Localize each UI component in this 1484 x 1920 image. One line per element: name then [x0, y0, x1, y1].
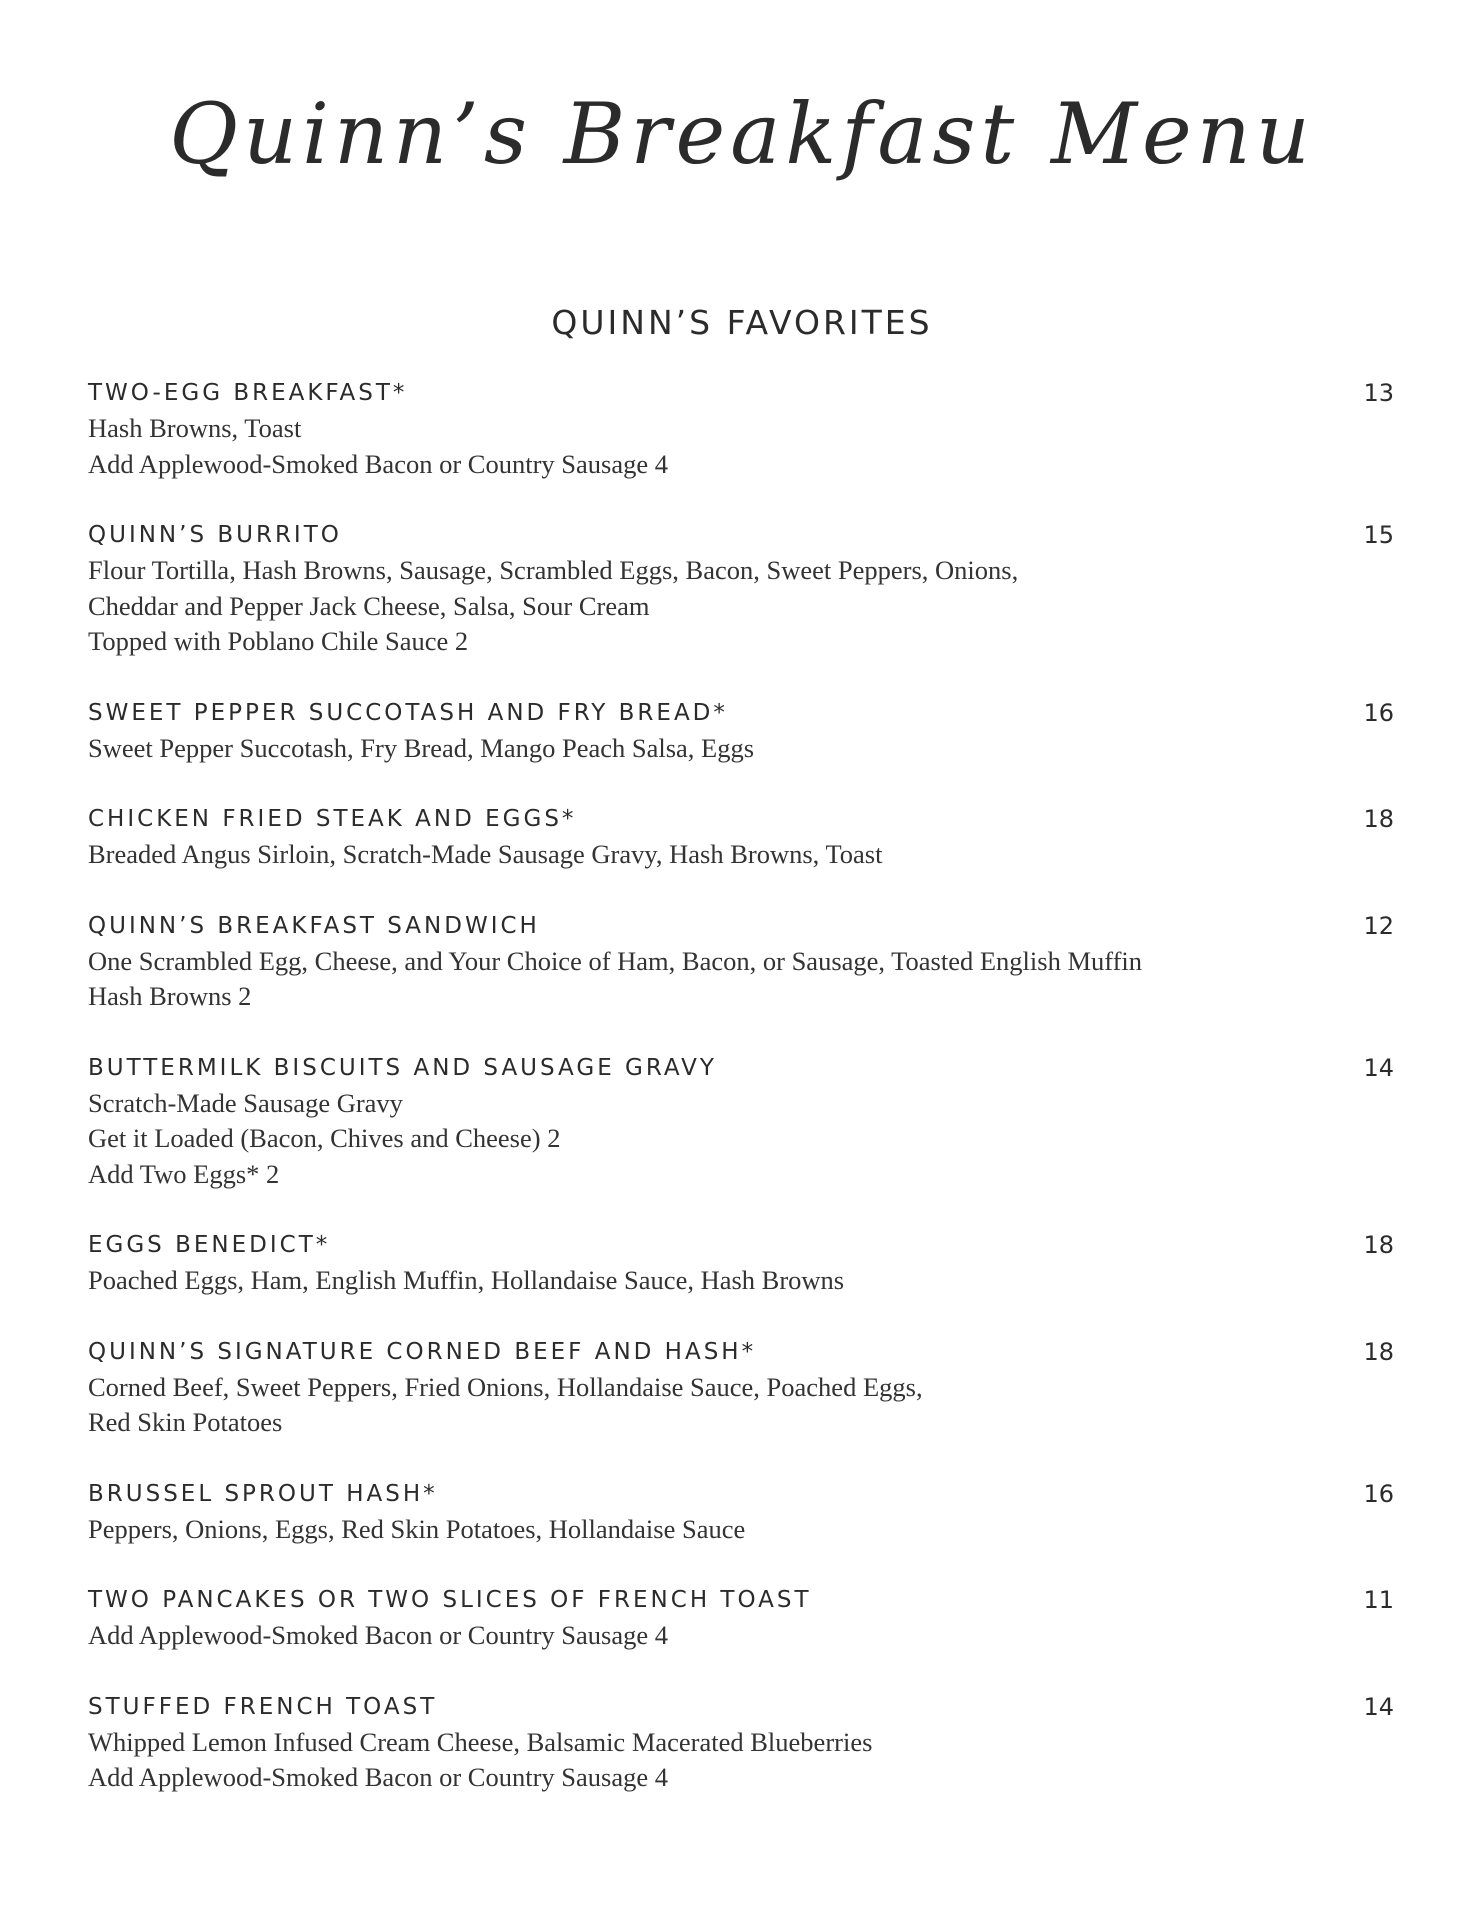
- menu-item-description: Red Skin Potatoes: [88, 1407, 283, 1437]
- menu-item-description: Get it Loaded (Bacon, Chives and Cheese) 2: [88, 1123, 561, 1153]
- menu-item: [88, 376, 1394, 482]
- menu-item-description: Corned Beef, Sweet Peppers, Fried Onions, Hollandaise Sauce, Poached Eggs,: [88, 1371, 923, 1402]
- menu-item-description: Sweet Pepper Succotash, Fry Bread, Mango Peach Salsa, Eggs: [88, 732, 755, 763]
- menu-item-description: Breaded Angus Sirloin, Scratch-Made Sausage Gravy, Hash Browns, Toast: [88, 839, 883, 869]
- menu-item-header: [88, 802, 1394, 837]
- menu-item-description: Whipped Lemon Infused Cream Cheese, Balsamic Macerated Blueberries: [88, 1726, 873, 1757]
- menu-item-header: [88, 696, 1394, 731]
- menu-item-name: QUINN’S SIGNATURE CORNED BEEF AND HASH*: [88, 1338, 757, 1365]
- menu-item-price: 12: [1363, 911, 1394, 940]
- menu-item-description: Hash Browns, Toast: [88, 413, 302, 443]
- menu-item-header: [88, 1228, 1394, 1263]
- menu-item-description: Topped with Poblano Chile Sauce 2: [88, 626, 469, 656]
- menu-item-header: [88, 1477, 1394, 1512]
- menu-item-description: Cheddar and Pepper Jack Cheese, Salsa, Sour Cream: [88, 590, 650, 621]
- menu-item-header: [88, 518, 1394, 553]
- menu-item-description: Peppers, Onions, Eggs, Red Skin Potatoes, Hollandaise Sauce: [88, 1513, 746, 1544]
- menu-item-price: 15: [1363, 521, 1394, 549]
- menu-item: [88, 1477, 1394, 1548]
- menu-item: [88, 802, 1394, 873]
- menu-item-header: [88, 909, 1394, 944]
- menu-item-name: TWO PANCAKES OR TWO SLICES OF FRENCH TOAST: [88, 1587, 812, 1613]
- menu-item-price: 16: [1363, 1479, 1394, 1508]
- menu-item-name: SWEET PEPPER SUCCOTASH AND FRY BREAD*: [88, 699, 728, 726]
- section-title: QUINN’S FAVORITES: [551, 303, 933, 342]
- menu-item-description: Hash Browns 2: [88, 981, 252, 1011]
- menu-item: [88, 1583, 1394, 1654]
- menu-item-price: 18: [1363, 1231, 1394, 1259]
- menu-item-name: CHICKEN FRIED STEAK AND EGGS*: [88, 806, 577, 832]
- menu-list: [88, 376, 1394, 1832]
- menu-item-name: STUFFED FRENCH TOAST: [88, 1693, 438, 1720]
- menu-item: [88, 909, 1394, 1015]
- menu-item-name: EGGS BENEDICT*: [88, 1232, 331, 1258]
- menu-item: [88, 1690, 1394, 1796]
- menu-item-description: Add Applewood-Smoked Bacon or Country Sausage 4: [88, 1762, 668, 1792]
- menu-item: [88, 696, 1394, 767]
- menu-item-header: [88, 1051, 1394, 1086]
- page-title: Quinn’s Breakfast Menu: [169, 85, 1315, 183]
- menu-item-description: Add Two Eggs* 2: [88, 1158, 280, 1189]
- menu-item-price: 14: [1363, 1692, 1394, 1721]
- menu-item-description: Flour Tortilla, Hash Browns, Sausage, Scrambled Eggs, Bacon, Sweet Peppers, Onions,: [88, 555, 1019, 585]
- menu-item-name: QUINN’S BREAKFAST SANDWICH: [88, 912, 540, 939]
- menu-item-description: Scratch-Made Sausage Gravy: [88, 1087, 403, 1118]
- menu-item-name: TWO-EGG BREAKFAST*: [88, 380, 408, 406]
- menu-item-name: BRUSSEL SPROUT HASH*: [88, 1480, 438, 1507]
- menu-item-description: Add Applewood-Smoked Bacon or Country Sausage 4: [88, 1620, 668, 1650]
- menu-item: [88, 1051, 1394, 1193]
- menu-item-price: 18: [1363, 1337, 1394, 1366]
- menu-item-price: 11: [1363, 1586, 1394, 1614]
- menu-item-name: QUINN’S BURRITO: [88, 522, 342, 548]
- menu-item-header: [88, 1335, 1394, 1370]
- menu-item-price: 18: [1363, 805, 1394, 833]
- menu-item-name: BUTTERMILK BISCUITS AND SAUSAGE GRAVY: [88, 1054, 717, 1081]
- menu-item-description: Poached Eggs, Ham, English Muffin, Hollandaise Sauce, Hash Browns: [88, 1265, 845, 1295]
- menu-item-header: [88, 1690, 1394, 1725]
- menu-item-price: 14: [1363, 1053, 1394, 1082]
- menu-item-description: Add Applewood-Smoked Bacon or Country Sausage 4: [88, 448, 668, 479]
- menu-item: [88, 1228, 1394, 1299]
- menu-item: [88, 518, 1394, 660]
- menu-item: [88, 1335, 1394, 1441]
- menu-item-price: 16: [1363, 698, 1394, 727]
- menu-item-header: [88, 376, 1394, 411]
- menu-item-price: 13: [1363, 379, 1394, 407]
- menu-item-description: One Scrambled Egg, Cheese, and Your Choice of Ham, Bacon, or Sausage, Toasted English Muffin: [88, 945, 1143, 976]
- menu-item-header: [88, 1583, 1394, 1618]
